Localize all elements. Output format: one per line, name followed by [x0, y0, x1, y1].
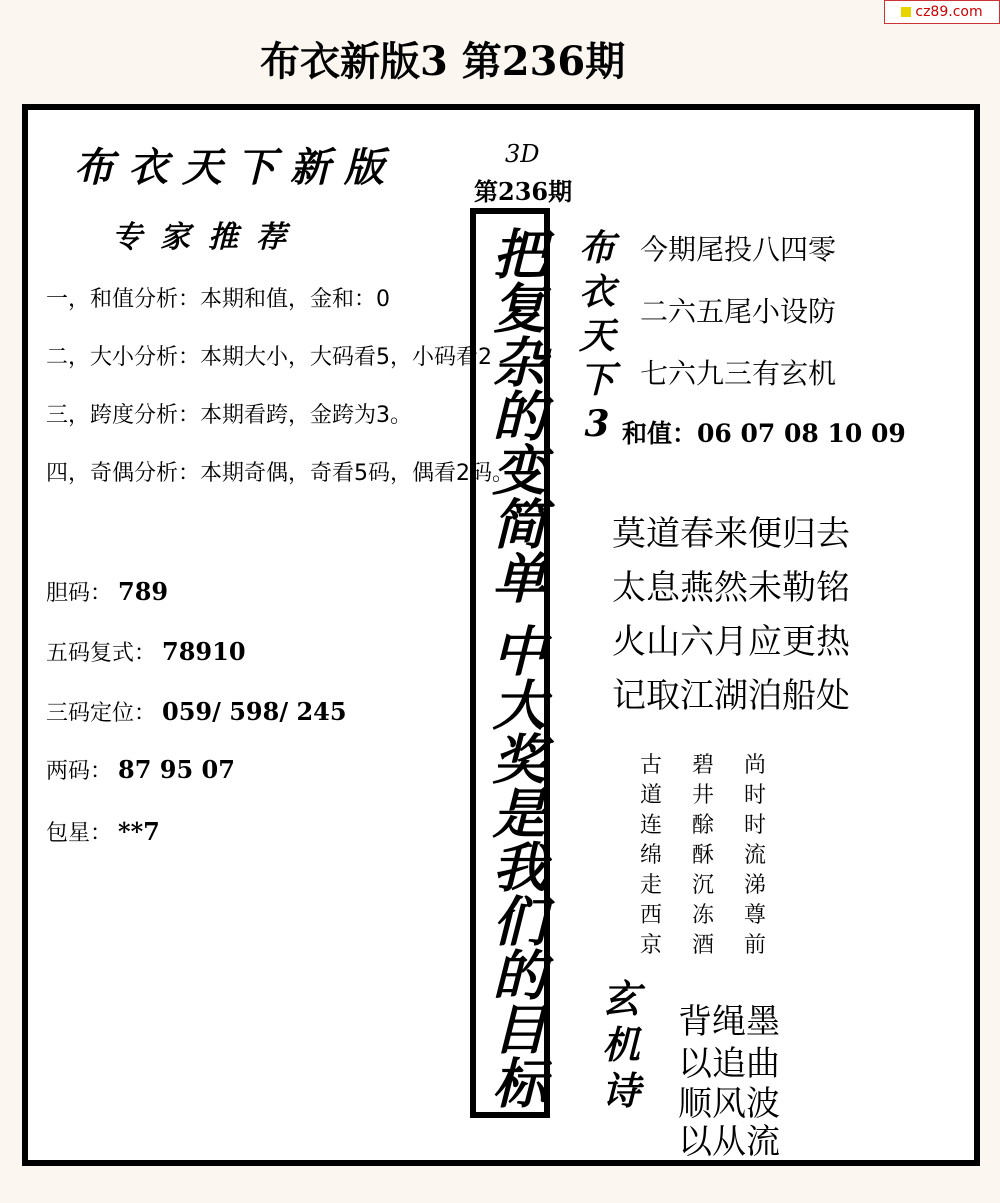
pick-value: 059/ 598/ 245 [162, 697, 347, 726]
grid-cell: 西 [640, 903, 663, 928]
grid-cell: 道 [640, 783, 663, 808]
poem-line: 莫道春来便归去 [612, 514, 850, 554]
vertical-slogan-box [470, 208, 550, 1118]
pick-label: 胆码： [46, 581, 113, 606]
grid-cell: 连 [640, 813, 663, 838]
grid-cell: 前 [744, 933, 767, 958]
grid-cell: 酥 [692, 843, 715, 868]
analysis-line: 一，和值分析：本期和值，金和：0 [46, 287, 390, 312]
verse-line: 二六五尾小设防 [640, 295, 837, 328]
vertical-slogan: 把复杂的变简单 中大奖是我们的目标 [484, 225, 548, 1109]
verse3-line: 以从流 [678, 1122, 780, 1162]
grid-row [640, 808, 796, 838]
analysis-line: 四，奇偶分析：本期奇偶，奇看5码，偶看2码。 [46, 461, 514, 486]
grid-cell: 绵 [640, 843, 663, 868]
header-subtitle: 专家推荐 [112, 220, 304, 255]
grid-cell: 冻 [692, 903, 715, 928]
hezhi-line: 和值：06 07 08 10 09 [622, 419, 906, 448]
pick-wuma [46, 636, 246, 667]
grid-row [640, 868, 796, 898]
verse3-line: 背绳墨 [678, 1002, 780, 1042]
grid-cell: 流 [744, 843, 767, 868]
verse3-line: 顺风波 [678, 1084, 780, 1124]
pick-label: 包星： [46, 821, 113, 846]
verse-line: 今期尾投八四零 [640, 233, 837, 266]
pick-sanma [46, 696, 347, 727]
grid-cell: 酴 [692, 813, 715, 838]
issue-number: 第236期 [474, 177, 573, 206]
pick-value: 789 [118, 577, 169, 606]
grid-cell: 时 [744, 783, 767, 808]
header-title: 布衣天下新版 [74, 144, 398, 191]
site-badge[interactable] [884, 0, 1000, 24]
grid-cell: 沉 [692, 873, 715, 898]
xuanji-title: 玄机诗 [601, 976, 640, 1113]
pick-value: 87 95 07 [118, 755, 235, 784]
poem-line: 火山六月应更热 [612, 622, 850, 662]
site-dot-icon [901, 7, 911, 17]
analysis-line: 二，大小分析：本期大小，大码看5，小码看2 [46, 345, 492, 370]
poem-line: 记取江湖泊船处 [612, 676, 850, 716]
char-grid [640, 748, 796, 958]
pick-value: 78910 [162, 637, 246, 666]
grid-row [640, 838, 796, 868]
verse-line: 七六九三有玄机 [640, 357, 837, 390]
pick-value: **7 [118, 817, 160, 846]
verse3-line: 以追曲 [678, 1044, 780, 1084]
grid-row [640, 898, 796, 928]
poem-line: 太息燕然未勒铭 [612, 568, 850, 608]
grid-cell: 酒 [692, 933, 715, 958]
pick-label: 三码定位： [46, 701, 157, 726]
grid-cell: 尊 [744, 903, 767, 928]
grid-cell: 时 [744, 813, 767, 838]
grid-cell: 走 [640, 873, 663, 898]
grid-cell: 碧 [692, 753, 715, 778]
page-title: 布衣新版3 第236期 [260, 38, 626, 85]
analysis-line: 三，跨度分析：本期看跨，金跨为3。 [46, 403, 412, 428]
vertical-sign: 布衣天下3 [578, 227, 615, 445]
grid-row [640, 928, 796, 958]
grid-cell: 井 [692, 783, 715, 808]
grid-cell: 京 [640, 933, 663, 958]
pick-liangma [46, 754, 235, 785]
grid-cell: 涕 [744, 873, 767, 898]
grid-row [640, 748, 796, 778]
pick-baoxing [46, 816, 160, 847]
pick-dan [46, 576, 168, 607]
grid-cell: 尚 [744, 753, 767, 778]
pick-label: 两码： [46, 759, 113, 784]
pick-label: 五码复式： [46, 641, 157, 666]
site-badge-text: cz89.com [915, 4, 983, 20]
game-label: 3D [505, 140, 540, 168]
grid-cell: 古 [640, 753, 663, 778]
grid-row [640, 778, 796, 808]
